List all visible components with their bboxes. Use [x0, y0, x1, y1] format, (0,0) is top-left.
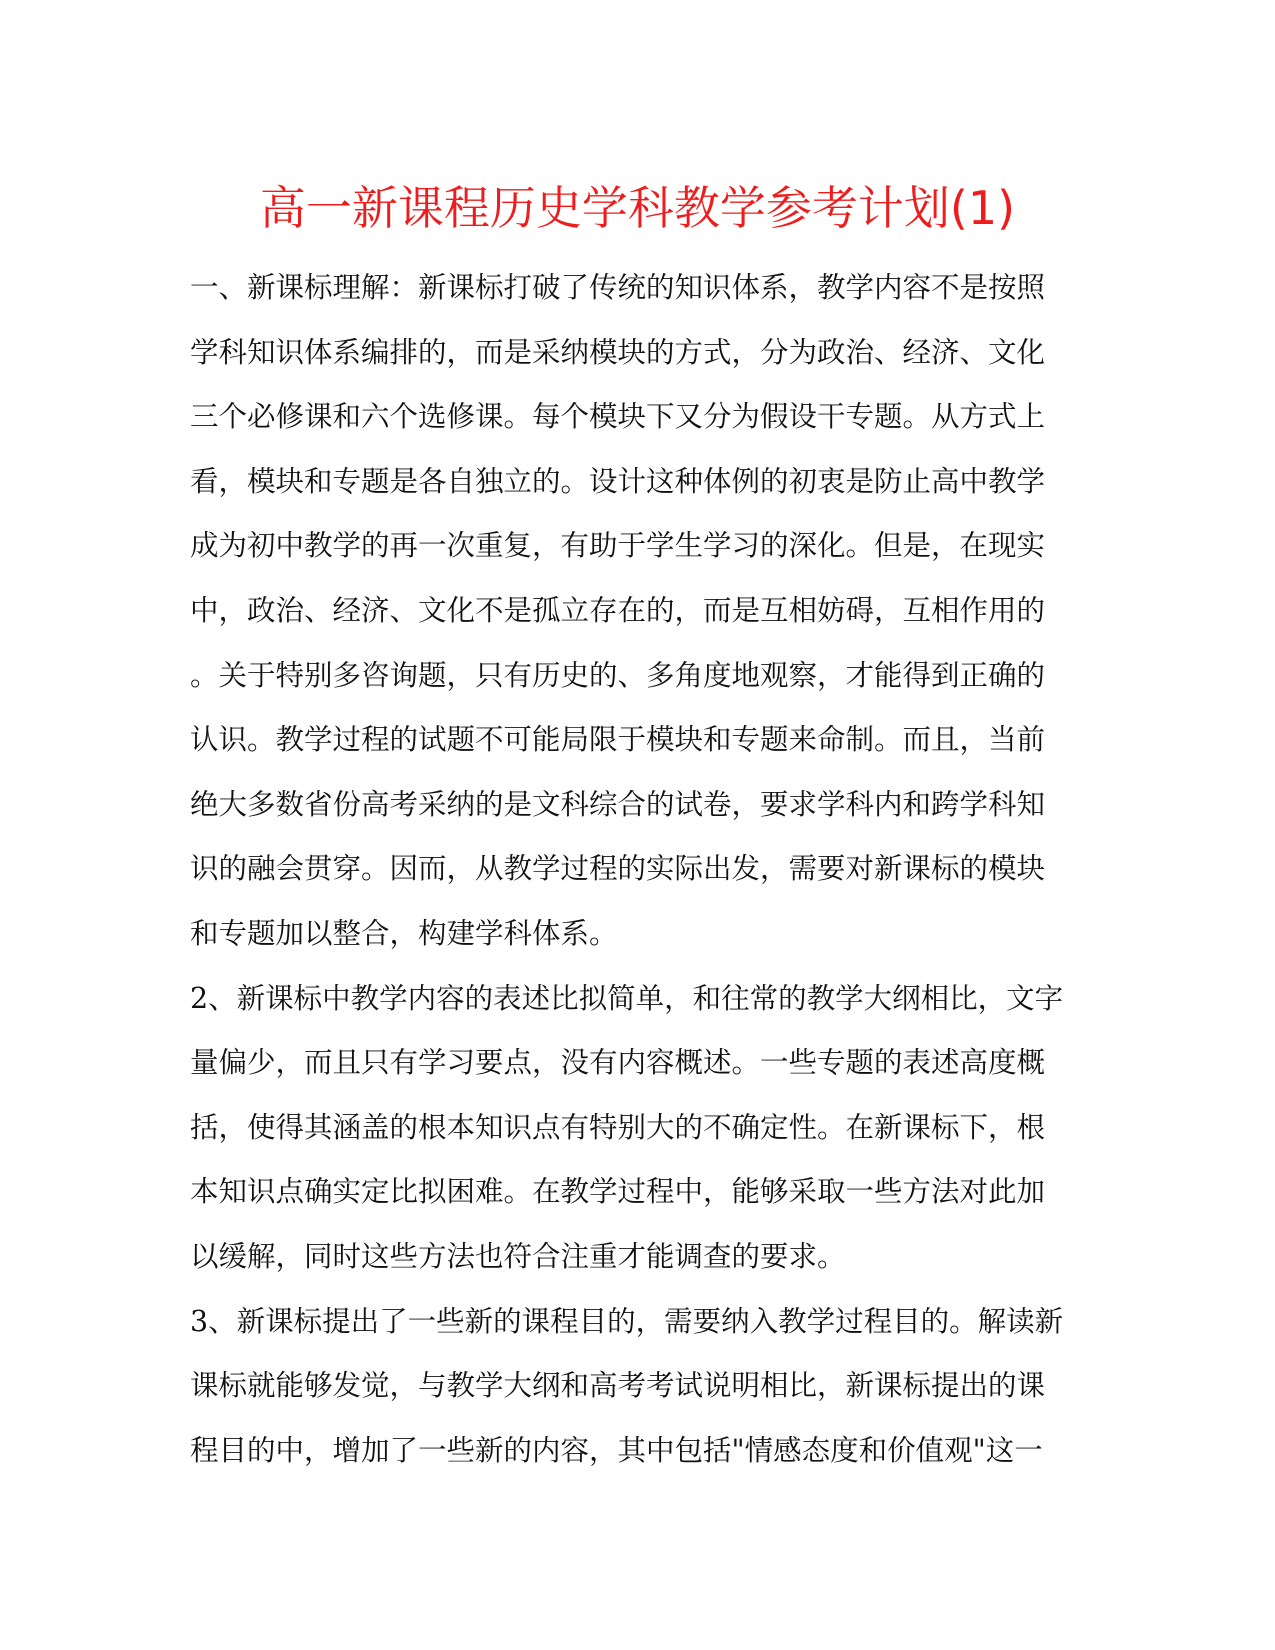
- text-line: 三个必修课和六个选修课。每个模块下又分为假设干专题。从方式上: [190, 400, 1046, 434]
- text-line: 2、新课标中教学内容的表述比拟简单，和往常的教学大纲相比，文字: [190, 981, 1064, 1015]
- text-line: 和专题加以整合，构建学科体系。: [190, 916, 618, 950]
- text-line: 中，政治、经济、文化不是孤立存在的，而是互相妨碍，互相作用的: [190, 593, 1046, 627]
- text-line: 成为初中教学的再一次重复，有助于学生学习的深化。但是，在现实: [190, 529, 1046, 563]
- text-line: 认识。教学过程的试题不可能局限于模块和专题来命制。而且，当前: [190, 723, 1046, 757]
- document-body: [190, 256, 1080, 1483]
- text-line: 量偏少，而且只有学习要点，没有内容概述。一些专题的表述高度概: [190, 1046, 1046, 1080]
- document-title: 高一新课程历史学科教学参考计划(1): [259, 181, 1016, 235]
- text-line: 以缓解，同时这些方法也符合注重才能调查的要求。: [190, 1239, 846, 1273]
- text-line: 绝大多数省份高考采纳的是文科综合的试卷，要求学科内和跨学科知: [190, 787, 1046, 821]
- text-line: 。关于特别多咨询题，只有历史的、多角度地观察，才能得到正确的: [190, 658, 1046, 692]
- text-line: 一、新课标理解：新课标打破了传统的知识体系，教学内容不是按照: [190, 271, 1046, 304]
- text-line: 课标就能够发觉，与教学大纲和高考考试说明相比，新课标提出的课: [190, 1369, 1046, 1403]
- text-line: 看，模块和专题是各自独立的。设计这种体例的初衷是防止高中教学: [190, 464, 1046, 498]
- paragraph-3: [190, 1290, 1080, 1484]
- paragraph-2: [190, 967, 1080, 1290]
- text-line: 括，使得其涵盖的根本知识点有特别大的不确定性。在新课标下，根: [190, 1110, 1046, 1144]
- text-line: 程目的中，增加了一些新的内容，其中包括"情感态度和价值观"这一: [190, 1433, 1043, 1467]
- text-line: 3、新课标提出了一些新的课程目的，需要纳入教学过程目的。解读新: [190, 1304, 1064, 1338]
- text-line: 识的融会贯穿。因而，从教学过程的实际出发，需要对新课标的模块: [190, 852, 1046, 886]
- text-line: 学科知识体系编排的，而是采纳模块的方式，分为政治、经济、文化: [190, 335, 1046, 369]
- paragraph-1: [190, 256, 1080, 967]
- text-line: 本知识点确实定比拟困难。在教学过程中，能够采取一些方法对此加: [190, 1175, 1046, 1209]
